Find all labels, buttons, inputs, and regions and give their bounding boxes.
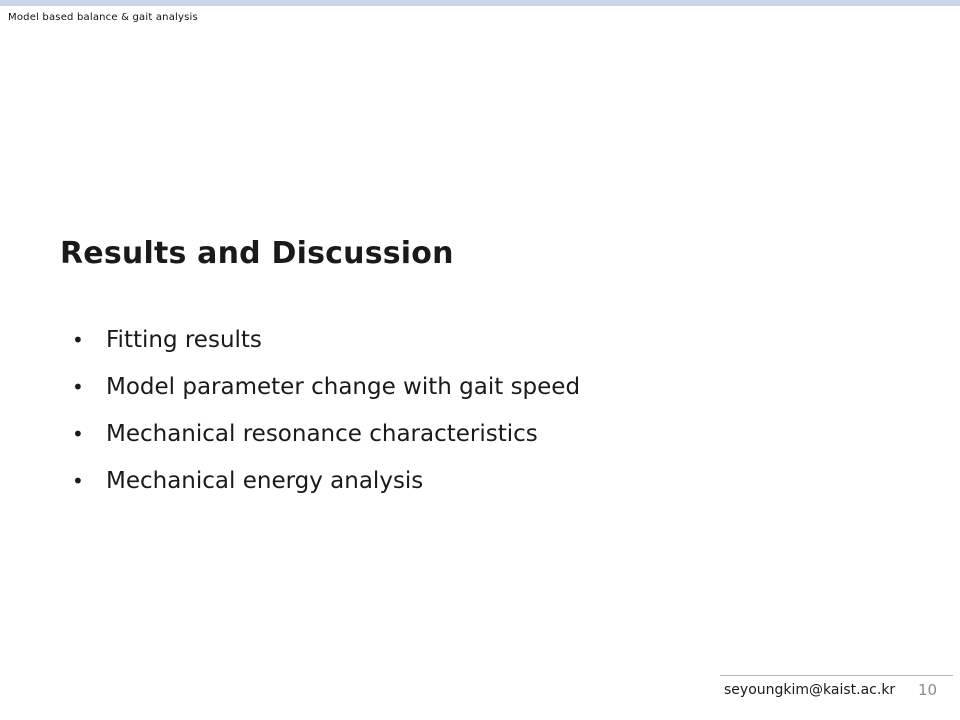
bullet-item (72, 316, 580, 363)
top-accent-bar (0, 0, 960, 6)
bullet-item (72, 457, 580, 504)
page-number: 10 (918, 681, 938, 699)
bullet-dot-icon: • (72, 374, 84, 399)
bullet-dot-icon: • (72, 327, 84, 352)
footer-email: seyoungkim@kaist.ac.kr (724, 682, 896, 698)
bullet-text: Model parameter change with gait speed (106, 373, 581, 400)
bullet-text: Mechanical energy analysis (106, 467, 424, 494)
bullet-dot-icon: • (72, 421, 84, 446)
bullet-dot-icon: • (72, 468, 84, 493)
bullet-list (72, 316, 580, 504)
bullet-text: Fitting results (106, 326, 262, 353)
bullet-item (72, 410, 580, 457)
bullet-text: Mechanical resonance characteristics (106, 420, 538, 447)
presentation-header: Model based balance & gait analysis (8, 12, 198, 23)
slide-title: Results and Discussion (60, 236, 454, 271)
bullet-item (72, 363, 580, 410)
footer-divider (720, 675, 953, 676)
